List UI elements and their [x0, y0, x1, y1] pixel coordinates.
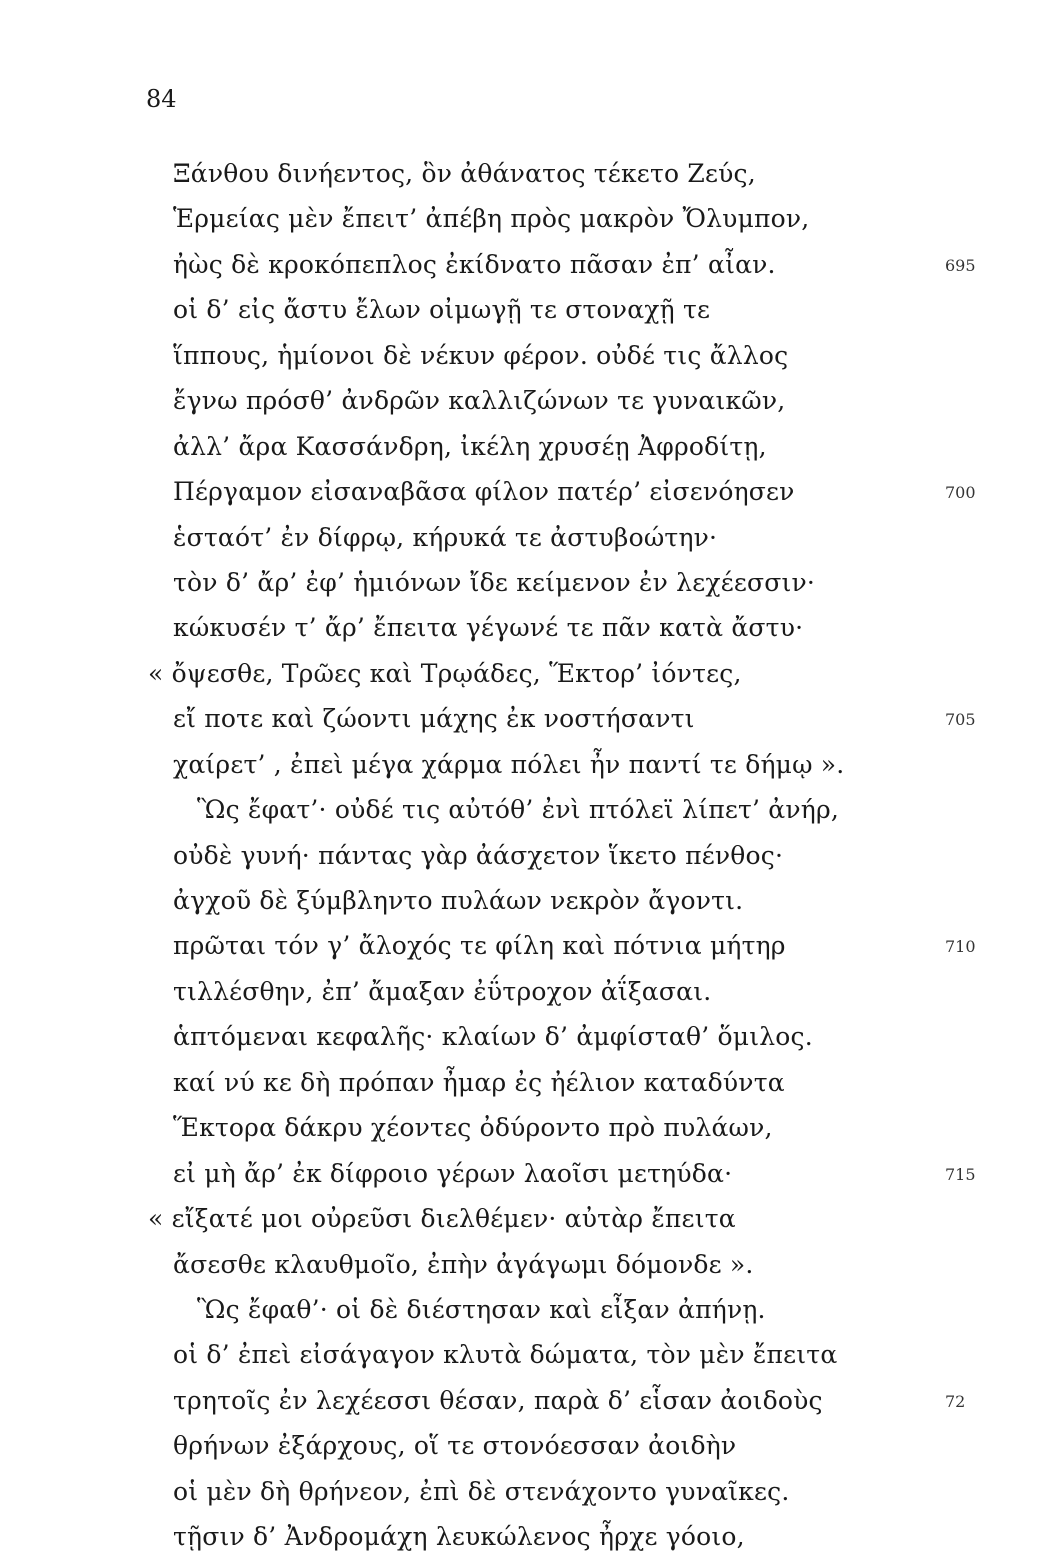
verse-text: χαίρετ’ , ἐπεὶ μέγα χάρμα πόλει ἦν παντί τε δήμῳ ».: [173, 749, 845, 779]
verse-line: [0, 1151, 1037, 1196]
verse-line: [0, 969, 1037, 1014]
verse-text: θρήνων ἐξάρχους, οἵ τε στονόεσσαν ἀοιδὴν: [173, 1431, 737, 1461]
page-number: 84: [146, 85, 177, 113]
verse-text: Ἑρμείας μὲν ἔπειτ’ ἀπέβη πρὸς μακρὸν Ὄλυμπον,: [173, 204, 810, 234]
verse-line: [0, 651, 1037, 696]
verse-line: [0, 560, 1037, 605]
verse-line: [0, 333, 1037, 378]
verse-line: [0, 923, 1037, 968]
verse-line: [0, 151, 1037, 196]
verse-text: ἵππους, ἡμίονοι δὲ νέκυν φέρον. οὐδέ τις ἄλλος: [173, 340, 789, 370]
verse-text: ἄσεσθε κλαυθμοῖο, ἐπὴν ἀγάγωμι δόμονδε ».: [173, 1249, 754, 1279]
verse-text: τιλλέσθην, ἐπ’ ἄμαξαν ἐΰτροχον ἀΐξασαι.: [173, 976, 712, 1006]
verse-line: [0, 515, 1037, 560]
verse-block: [0, 151, 1037, 1560]
verse-text: οὐδὲ γυνή· πάντας γὰρ ἀάσχετον ἵκετο πένθος·: [173, 840, 784, 870]
verse-line: [0, 1469, 1037, 1514]
verse-text: « ὄψεσθε, Τρῶες καὶ Τρῳάδες, Ἕκτορ’ ἰόντες,: [148, 658, 742, 688]
verse-text: ἠὼς δὲ κροκόπεπλος ἐκίδνατο πᾶσαν ἐπ’ αἶαν.: [173, 249, 776, 279]
verse-line: [0, 196, 1037, 241]
verse-text: Πέργαμον εἰσαναβᾶσα φίλον πατέρ’ εἰσενόησεν: [173, 477, 795, 507]
verse-text: Ἕκτορα δάκρυ χέοντες ὀδύροντο πρὸ πυλάων,: [173, 1113, 773, 1143]
verse-text: ἁπτόμεναι κεφαλῆς· κλαίων δ’ ἀμφίσταθ’ ὅμιλος.: [173, 1022, 813, 1052]
verse-line: [0, 833, 1037, 878]
verse-text: ἑσταότ’ ἐν δίφρῳ, κήρυκά τε ἀστυβοώτην·: [173, 522, 718, 552]
verse-line: [0, 1514, 1037, 1559]
verse-text: καί νύ κε δὴ πρόπαν ἦμαρ ἐς ἠέλιον καταδύντα: [173, 1067, 785, 1097]
verse-line: [0, 1014, 1037, 1059]
verse-text: τρητοῖς ἐν λεχέεσσι θέσαν, παρὰ δ’ εἷσαν ἀοιδοὺς: [173, 1385, 823, 1415]
line-number: 715: [945, 1164, 976, 1184]
line-number: 72: [945, 1391, 966, 1411]
verse-text: « εἴξατέ μοι οὐρεῦσι διελθέμεν· αὐτὰρ ἔπειτα: [148, 1204, 736, 1234]
verse-text: οἱ μὲν δὴ θρήνεον, ἐπὶ δὲ στενάχοντο γυναῖκες.: [173, 1476, 790, 1506]
verse-line: [0, 424, 1037, 469]
line-number: 705: [945, 710, 976, 730]
verse-line: [0, 1423, 1037, 1468]
verse-text: εἴ ποτε καὶ ζώοντι μάχης ἐκ νοστήσαντι: [173, 704, 695, 734]
line-number: 710: [945, 937, 976, 957]
line-number: 700: [945, 483, 976, 503]
verse-line: [0, 1287, 1037, 1332]
verse-text: Ὣς ἔφατ’· οὐδέ τις αὐτόθ’ ἐνὶ πτόλεϊ λίπετ’ ἀνήρ,: [197, 795, 840, 825]
verse-text: κώκυσέν τ’ ἄρ’ ἔπειτα γέγωνέ τε πᾶν κατὰ ἄστυ·: [173, 613, 804, 643]
verse-text: ἀγχοῦ δὲ ξύμβληντο πυλάων νεκρὸν ἄγοντι.: [173, 886, 744, 915]
verse-line: [0, 696, 1037, 741]
verse-line: [0, 1060, 1037, 1105]
verse-line: [0, 378, 1037, 423]
verse-line: [0, 1105, 1037, 1150]
verse-text: τῇσιν δ’ Ἀνδρομάχη λευκώλενος ἦρχε γόοιο,: [173, 1522, 745, 1552]
verse-line: [0, 469, 1037, 514]
verse-line: [0, 1196, 1037, 1241]
verse-text: ἔγνω πρόσθ’ ἀνδρῶν καλλιζώνων τε γυναικῶν,: [173, 386, 786, 416]
verse-line: [0, 287, 1037, 332]
verse-text: οἱ δ’ ἐπεὶ εἰσάγαγον κλυτὰ δώματα, τὸν μὲν ἔπειτα: [173, 1340, 838, 1370]
verse-line: [0, 1378, 1037, 1423]
verse-line: [0, 787, 1037, 832]
verse-text: ἀλλ’ ἄρα Κασσάνδρη, ἰκέλη χρυσέῃ Ἀφροδίτῃ,: [173, 431, 767, 461]
verse-text: εἰ μὴ ἄρ’ ἐκ δίφροιο γέρων λαοῖσι μετηύδα·: [173, 1158, 733, 1188]
verse-text: Ξάνθου δινήεντος, ὃν ἀθάνατος τέκετο Ζεύς,: [173, 159, 756, 188]
verse-text: πρῶται τόν γ’ ἄλοχός τε φίλη καὶ πότνια μήτηρ: [173, 931, 786, 961]
verse-text: οἱ δ’ εἰς ἄστυ ἔλων οἰμωγῇ τε στοναχῇ τε: [173, 295, 711, 325]
verse-line: [0, 605, 1037, 650]
verse-line: [0, 742, 1037, 787]
verse-line: [0, 1242, 1037, 1287]
verse-line: [0, 242, 1037, 287]
verse-text: τὸν δ’ ἄρ’ ἐφ’ ἡμιόνων ἴδε κείμενον ἐν λεχέεσσιν·: [173, 567, 816, 597]
verse-text: Ὣς ἔφαθ’· οἱ δὲ διέστησαν καὶ εἶξαν ἀπήνῃ.: [197, 1294, 766, 1324]
line-number: 695: [945, 255, 976, 275]
verse-line: [0, 878, 1037, 923]
verse-line: [0, 1332, 1037, 1377]
